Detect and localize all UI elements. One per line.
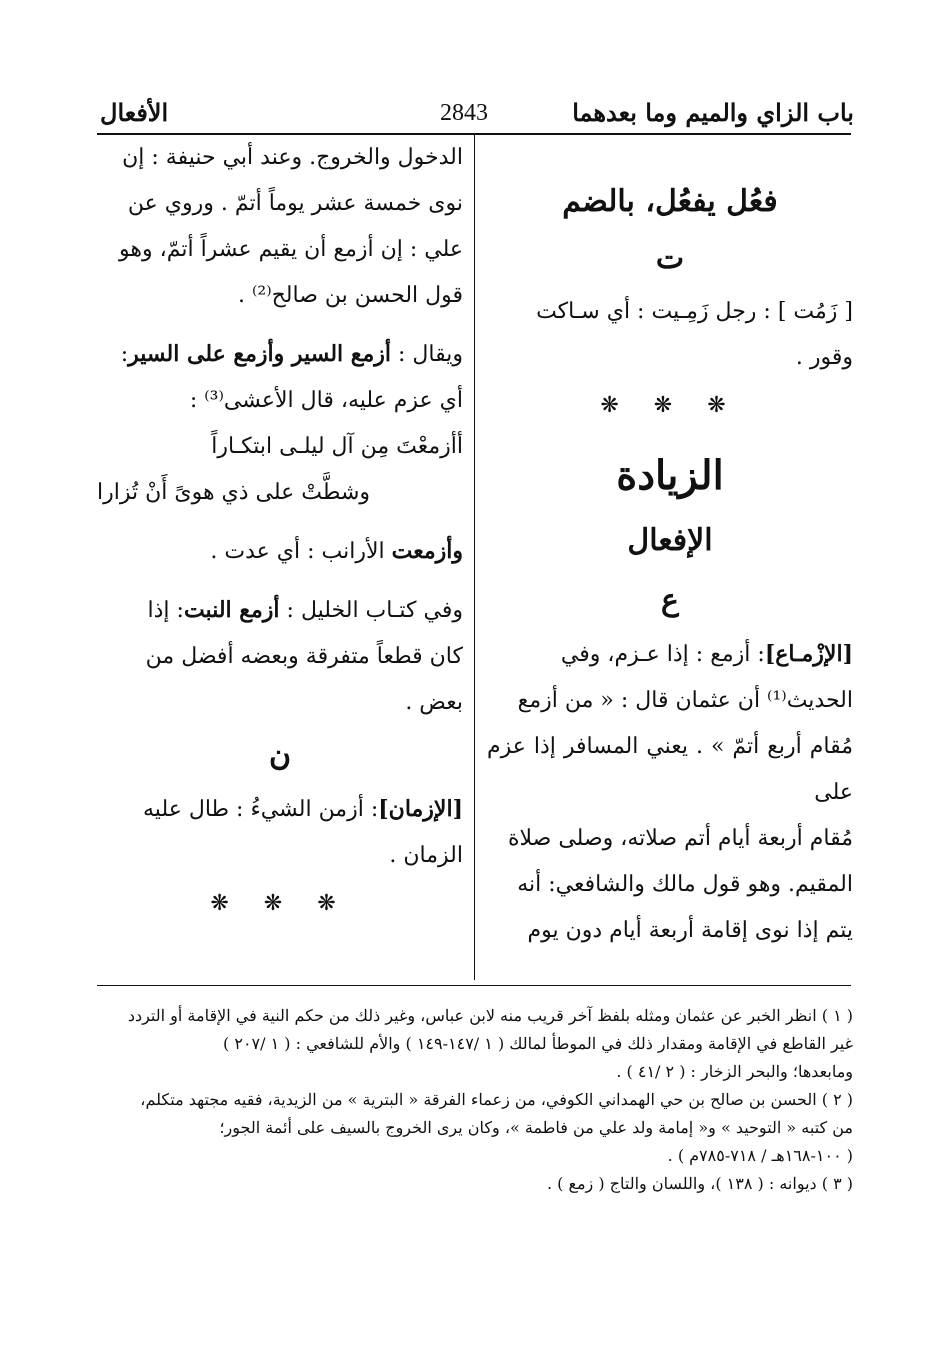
entry-term: [الإزْمـاع]	[764, 641, 853, 667]
footnote-2-cont: ( ١٠٠-١٦٨هـ / ٧١٨-٧٨٥م ) .	[667, 1146, 853, 1165]
entry-izma-line: يتم إذا نوى إقامة أربعة أيام دون يوم	[527, 918, 853, 943]
yuqal-line	[97, 331, 463, 378]
entry-text: : أزمن الشيءُ : طال عليه	[143, 797, 379, 822]
column-divider	[474, 135, 475, 980]
page-number: 2843	[440, 100, 488, 126]
continued-line: قول الحسن بن صالح⁽²⁾ .	[237, 283, 463, 308]
bold-term: أزمع السير وأزمع على السير	[128, 341, 392, 367]
khalil-line: كان قطعاً متفرقة وبعضه أفضل من	[145, 644, 463, 669]
text-run: وفي كتـاب الخليل :	[286, 598, 463, 623]
text-run: :	[120, 342, 129, 367]
section-heading: فعُل يفعُل، بالضم	[562, 184, 778, 219]
letter-heading-ta: ت	[655, 241, 685, 276]
section-separator-stars: ❋ ❋ ❋	[210, 891, 350, 916]
right-column	[487, 135, 853, 954]
poetry-verse: أأزمعْتَ مِن آل ليلـى ابتكـاراً	[211, 434, 463, 459]
text-run: الأرانب : أي عدت .	[210, 539, 385, 564]
khalil-line	[97, 587, 463, 634]
left-column	[97, 135, 463, 929]
entry-izma-line: مُقام أربع أتمّ » . يعني المسافر إذا عزم على	[487, 734, 853, 805]
letter-heading-ain: ع	[661, 583, 679, 618]
entry-term: [الإزمان]	[378, 796, 463, 822]
footnote-1: ( ١ ) انظر الخبر عن عثمان ومثله بلفظ آخر قريب منه لابن عباس، وغير ذلك من حكم النية في الإقامة أو التردد	[127, 1006, 853, 1025]
arnab-line	[97, 528, 463, 575]
subchapter-title: الإفعال	[627, 523, 713, 558]
yuqal-line: أي عزم عليه، قال الأعشى⁽³⁾ :	[189, 388, 463, 413]
footnote-rule	[97, 985, 851, 986]
entry-zamut-line: وقور .	[795, 345, 853, 370]
poetry-verse: وشطَّتْ على ذي هوىً أَنْ تُزارا	[97, 480, 371, 505]
entry-izma-line: المقيم. وهو قول مالك والشافعي: أنه	[517, 872, 853, 897]
entry-zamut-line: [ زَمُت ] : رجل زَمِـيت : أي سـاكت	[536, 299, 853, 324]
running-header-section: الأفعال	[100, 98, 169, 127]
chapter-title: الزيادة	[616, 452, 724, 499]
bold-term: وأزمعت	[391, 538, 463, 564]
khalil-line: بعض .	[405, 690, 463, 715]
letter-heading-nun: ن	[268, 738, 292, 773]
entry-izma-line: الحديث⁽¹⁾ أن عثمان قال : « من أزمع	[517, 688, 853, 713]
entry-izma-line: مُقام أربعة أيام أتم صلاته، وصلى صلاة	[508, 826, 853, 851]
footnotes	[93, 1002, 853, 1198]
footnote-1-cont: ومابعدها؛ والبحر الزخار : ( ٢ /٤١ ) .	[616, 1062, 853, 1081]
entry-izman-line: الزمان .	[389, 843, 463, 868]
entry-text: : أزمع : إذا عـزم، وفي	[560, 642, 765, 667]
text-run: ويقال :	[398, 342, 463, 367]
continued-line: الدخول والخروج. وعند أبي حنيفة : إن	[122, 145, 463, 170]
continued-line: علي : إن أزمع أن يقيم عشراً أتمّ، وهو	[119, 237, 463, 262]
entry-izma-line	[487, 631, 853, 678]
footnote-3: ( ٣ ) ديوانه : ( ١٣٨ )، واللسان والتاج ( زمع ) .	[546, 1174, 853, 1193]
text-run: : إذا	[147, 598, 184, 623]
footnote-2: ( ٢ ) الحسن بن صالح بن حي الهمداني الكوفي، من زعماء الفرقة « البترية » من الزيدية، فقيه مجتهد متكلم،	[140, 1090, 853, 1109]
running-header-chapter: باب الزاي والميم وما بعدهما	[572, 98, 854, 127]
bold-term: أزمع النبت	[183, 597, 280, 623]
section-separator-stars: ❋ ❋ ❋	[600, 393, 740, 418]
footnote-1-cont: غير القاطع في الإقامة ومقدار ذلك في الموطأ لمالك ( ١ /١٤٧-١٤٩ ) والأم للشافعي : ( ١ /٢٠٧ )	[223, 1034, 853, 1053]
continued-line: نوى خمسة عشر يوماً أتمّ . وروي عن	[127, 191, 463, 216]
footnote-2-cont: من كتبه « التوحيد » و« إمامة ولد علي من فاطمة »، وكان يرى الخروج بالسيف على أئمة الجور؛	[219, 1118, 853, 1137]
entry-izman-line	[97, 786, 463, 833]
